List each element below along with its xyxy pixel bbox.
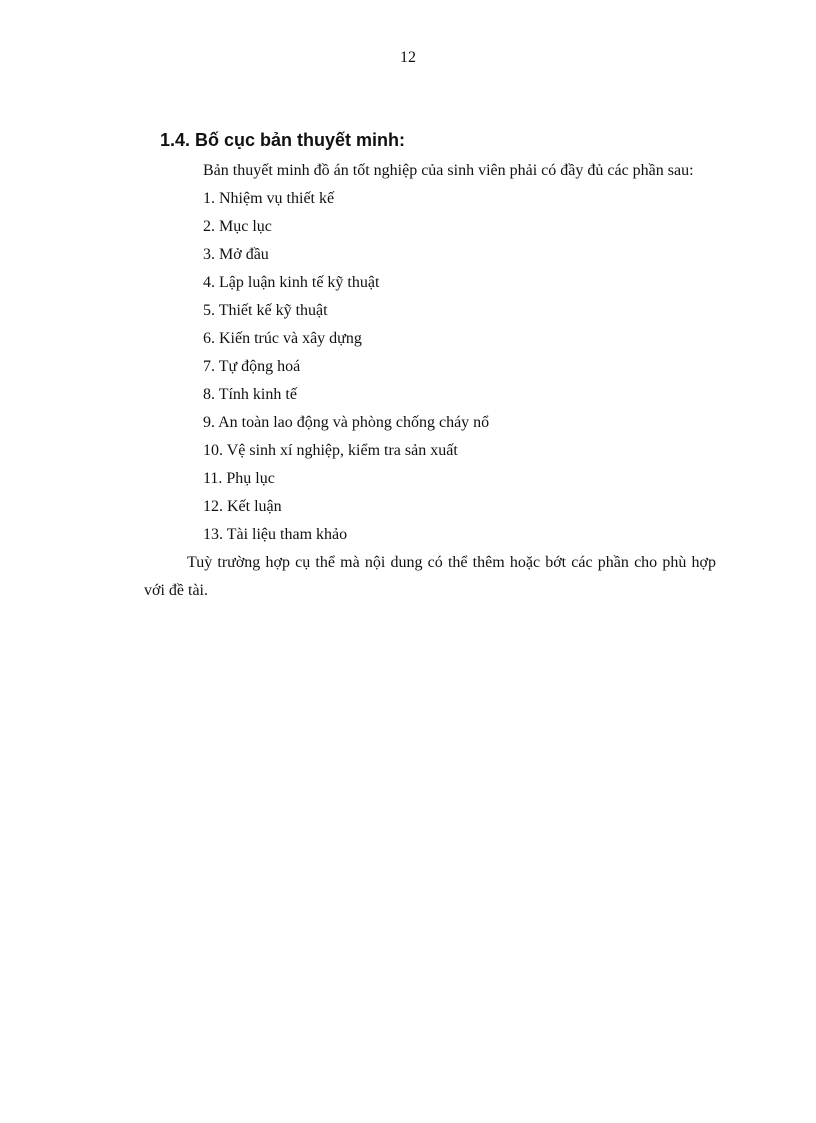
list-item: 1. Nhiệm vụ thiết kế xyxy=(203,190,335,207)
section-body xyxy=(144,157,716,605)
list-item: 11. Phụ lục xyxy=(203,470,275,487)
closing-paragraph: Tuỳ trường hợp cụ thể mà nội dung có thể thêm hoặc bớt các phần cho phù hợp với đề tài. xyxy=(144,554,716,599)
list-item: 4. Lập luận kinh tế kỹ thuật xyxy=(203,274,380,291)
list-item: 12. Kết luận xyxy=(203,498,282,515)
list-item: 8. Tính kinh tế xyxy=(203,386,297,403)
list-item: 13. Tài liệu tham khảo xyxy=(203,526,348,543)
list-item: 3. Mở đầu xyxy=(203,246,269,263)
list-item: 9. An toàn lao động và phòng chống cháy nổ xyxy=(203,414,490,431)
page-number: 12 xyxy=(400,49,416,66)
list-item: 7. Tự động hoá xyxy=(203,358,301,375)
section-title: 1.4. Bố cục bản thuyết minh: xyxy=(160,130,406,150)
list-item: 10. Vệ sinh xí nghiệp, kiểm tra sản xuất xyxy=(203,442,458,459)
intro-paragraph: Bản thuyết minh đồ án tốt nghiệp của sinh viên phải có đầy đủ các phần sau: xyxy=(203,162,694,179)
section-structure xyxy=(144,127,716,605)
list-item: 6. Kiến trúc và xây dựng xyxy=(203,330,362,347)
item-list xyxy=(160,185,716,549)
list-item: 5. Thiết kế kỹ thuật xyxy=(203,302,328,319)
list-item: 2. Mục lục xyxy=(203,218,272,235)
